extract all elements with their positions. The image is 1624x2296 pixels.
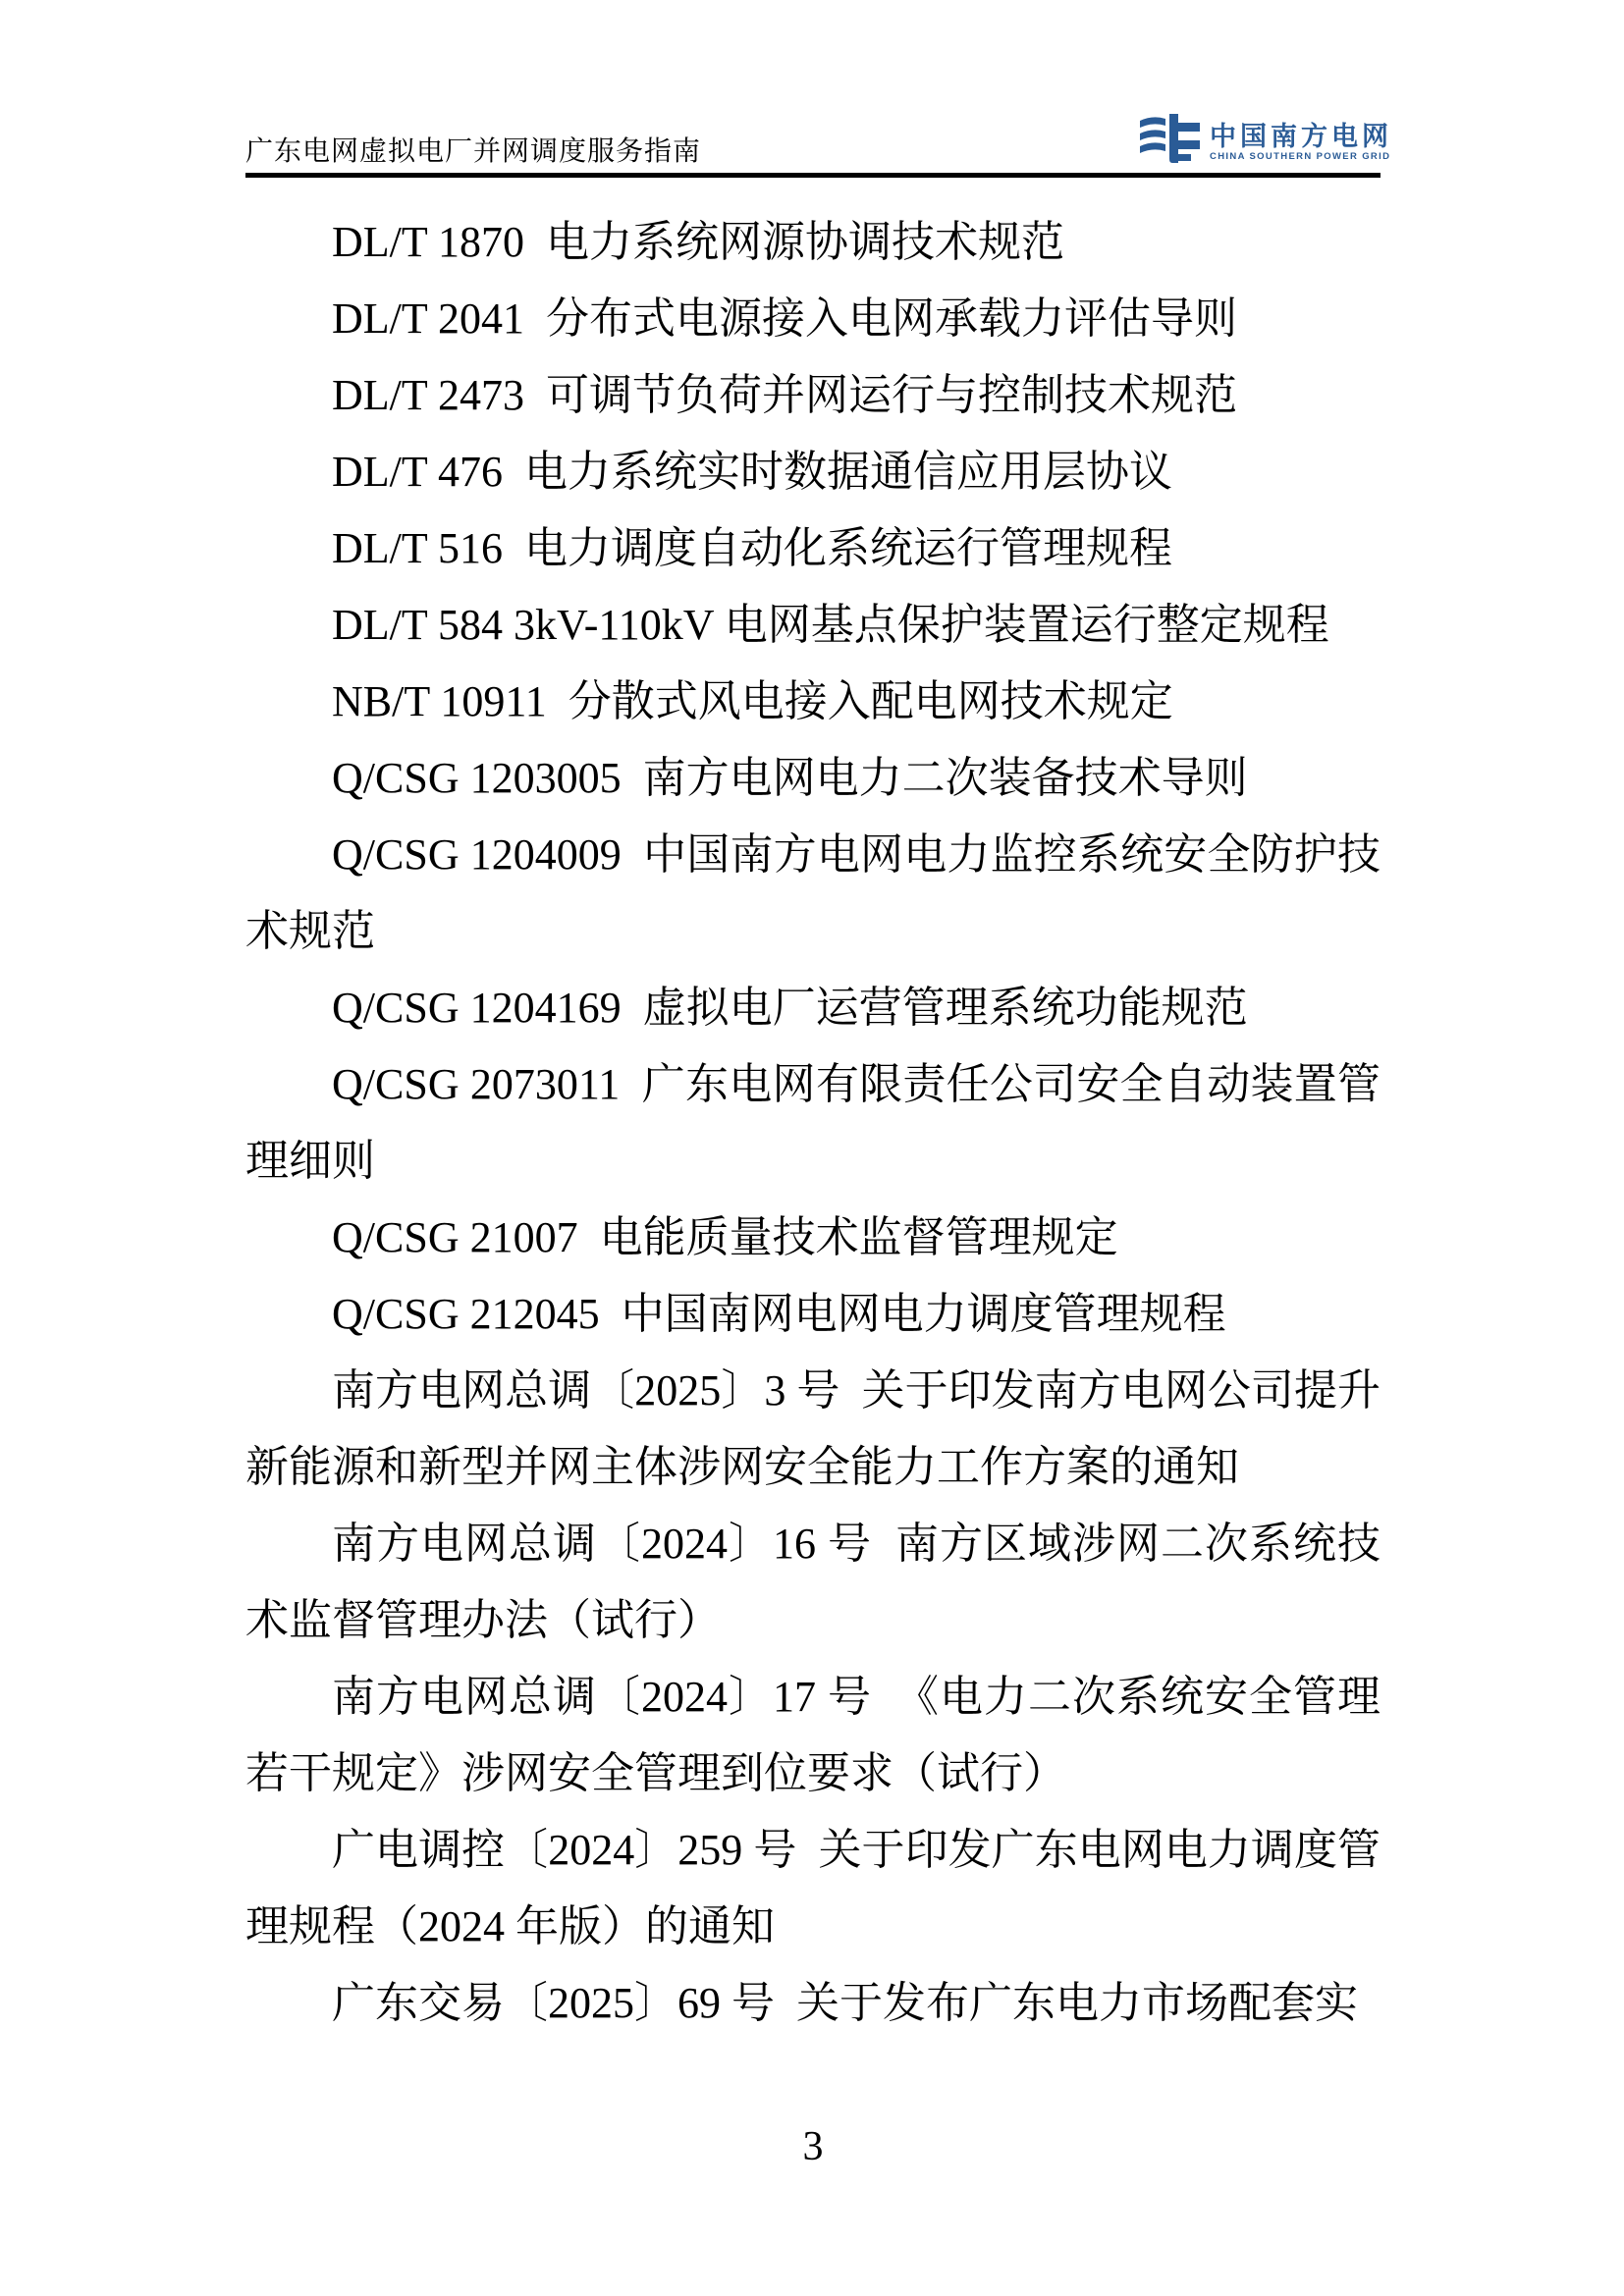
reference-paragraph: 南方电网总调〔2025〕3 号 关于印发南方电网公司提升新能源和新型并网主体涉网安全能力工作方案的通知 (245, 1366, 1380, 1491)
csg-logo-mark-icon (1139, 114, 1202, 163)
csg-logo (1139, 114, 1392, 163)
references-list (245, 204, 1380, 2042)
reference-paragraph: Q/CSG 2073011 广东电网有限责任公司安全自动装置管理细则 (245, 1060, 1380, 1185)
reference-paragraph: Q/CSG 21007 电能质量技术监督管理规定 (332, 1213, 1118, 1261)
reference-paragraph: DL/T 1870 电力系统网源协调技术规范 (332, 218, 1064, 266)
reference-paragraph: Q/CSG 1203005 南方电网电力二次装备技术导则 (332, 754, 1248, 802)
header-document-title: 广东电网虚拟电厂并网调度服务指南 (245, 136, 702, 167)
reference-paragraph: NB/T 10911 分散式风电接入配电网技术规定 (332, 677, 1173, 725)
reference-paragraph: DL/T 516 电力调度自动化系统运行管理规程 (332, 524, 1172, 572)
reference-paragraph: 南方电网总调〔2024〕17 号 《电力二次系统安全管理若干规定》涉网安全管理到位要求（试行） (245, 1673, 1380, 1797)
page-number: 3 (802, 2124, 824, 2169)
csg-logo-name-en: CHINA SOUTHERN POWER GRID (1210, 151, 1391, 162)
reference-paragraph: DL/T 2041 分布式电源接入电网承载力评估导则 (332, 294, 1237, 343)
reference-paragraph: 南方电网总调〔2024〕16 号 南方区域涉网二次系统技术监督管理办法（试行） (245, 1520, 1380, 1644)
reference-paragraph: Q/CSG 212045 中国南网电网电力调度管理规程 (332, 1290, 1226, 1338)
header-rule (245, 173, 1380, 178)
reference-paragraph: 广东交易〔2025〕69 号 关于发布广东电力市场配套实 (332, 1979, 1358, 2027)
reference-paragraph: Q/CSG 1204169 虚拟电厂运营管理系统功能规范 (332, 984, 1248, 1032)
reference-paragraph: DL/T 476 电力系统实时数据通信应用层协议 (332, 448, 1172, 496)
csg-logo-name-zh: 中国南方电网 (1210, 122, 1392, 151)
reference-paragraph: Q/CSG 1204009 中国南方电网电力监控系统安全防护技术规范 (245, 830, 1380, 955)
reference-paragraph: 广电调控〔2024〕259 号 关于印发广东电网电力调度管理规程（2024 年版）的通知 (245, 1826, 1380, 1950)
reference-paragraph: DL/T 584 3kV-110kV 电网基点保护装置运行整定规程 (332, 601, 1329, 649)
reference-paragraph: DL/T 2473 可调节负荷并网运行与控制技术规范 (332, 371, 1237, 419)
csg-logo-text (1210, 114, 1392, 163)
